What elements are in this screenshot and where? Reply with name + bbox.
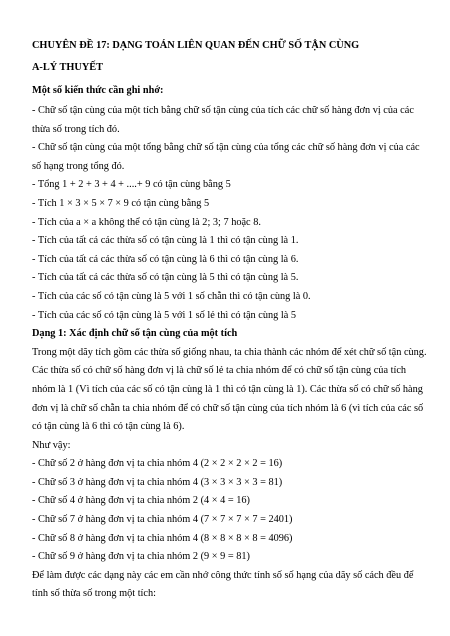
group-item: - Chữ số 2 ở hàng đơn vị ta chia nhóm 4 (2 × 2 × 2 × 2 = 16) (32, 458, 283, 470)
fact-item: - Tích của tất cả các thừa số có tận cùng là 1 thì có tận cùng là 1. (32, 235, 299, 247)
rule-product: - Chữ số tận cùng của một tích bằng chữ số tận cùng của tích các chữ số hàng đơn vị của các thừa số trong tích đó. (32, 105, 414, 135)
fact-item: - Tích 1 × 3 × 5 × 7 × 9 có tận cùng bằng 5 (32, 197, 210, 209)
subheading-key-facts: Một số kiến thức cần ghi nhớ: (32, 85, 164, 96)
fact-item: - Tích của tất cả các thừa số có tận cùng là 6 thì có tận cùng là 6. (32, 253, 299, 265)
group-item: - Chữ số 3 ở hàng đơn vị ta chia nhóm 4 (3 × 3 × 3 × 3 = 81) (32, 476, 283, 488)
nhu-vay-label: Như vậy: (32, 439, 71, 451)
group-item: - Chữ số 9 ở hàng đơn vị ta chia nhóm 2 (9 × 9 = 81) (32, 551, 250, 563)
section-heading-theory: A-LÝ THUYẾT (32, 62, 104, 73)
document-title: CHUYÊN ĐỀ 17: DẠNG TOÁN LIÊN QUAN ĐẾN CHỮ SỐ TẬN CÙNG (32, 40, 360, 51)
fact-item: - Tích của các số có tận cùng là 5 với 1 số chẵn thì có tận cùng là 0. (32, 290, 311, 302)
fact-item: - Tích của tất cả các thừa số có tận cùng là 5 thì có tận cùng là 5. (32, 272, 299, 284)
dang1-paragraph: Trong một dãy tích gồm các thừa số giống nhau, ta chia thành các nhóm để xét chữ số tận cùng. Các thừa số có chữ số hàng đơn vị là chữ số lẻ ta chia nhóm để có chữ số tận cùng của tích nhóm là 1 (Vì tích của các số có tận cùng là 1 thì có tận cùng là 1). Các thừa số có chữ số hàng đơn vị là chữ số chẵn ta chia nhóm để có chữ số tận cùng của tích nhóm là 6 (vì tích của các số có tận cùng là 6 thì có tận cùng là 6). (32, 346, 427, 433)
group-item: - Chữ số 8 ở hàng đơn vị ta chia nhóm 4 (8 × 8 × 8 × 8 = 4096) (32, 532, 293, 544)
closing-paragraph: Để làm được các dạng này các em cần nhớ công thức tính số số hạng của dãy số cách đều để tính số thừa số trong một tích: (32, 569, 414, 600)
fact-item: - Tích của a × a không thể có tận cùng là 2; 3; 7 hoặc 8. (32, 216, 261, 228)
group-item: - Chữ số 4 ở hàng đơn vị ta chia nhóm 2 (4 × 4 = 16) (32, 495, 250, 507)
dang1-heading: Dạng 1: Xác định chữ số tận cùng của một tích (32, 328, 238, 340)
group-item: - Chữ số 7 ở hàng đơn vị ta chia nhóm 4 (7 × 7 × 7 × 7 = 2401) (32, 514, 293, 526)
fact-item: - Tổng 1 + 2 + 3 + 4 + ....+ 9 có tận cùng bằng 5 (32, 179, 231, 191)
rule-sum: - Chữ số tận cùng của một tổng bằng chữ số tận cùng của tổng các chữ số hàng đơn vị của các số hạng trong tổng đó. (32, 142, 420, 172)
fact-item: - Tích của các số có tận cùng là 5 với 1 số lẻ thì có tận cùng là 5 (32, 309, 297, 321)
